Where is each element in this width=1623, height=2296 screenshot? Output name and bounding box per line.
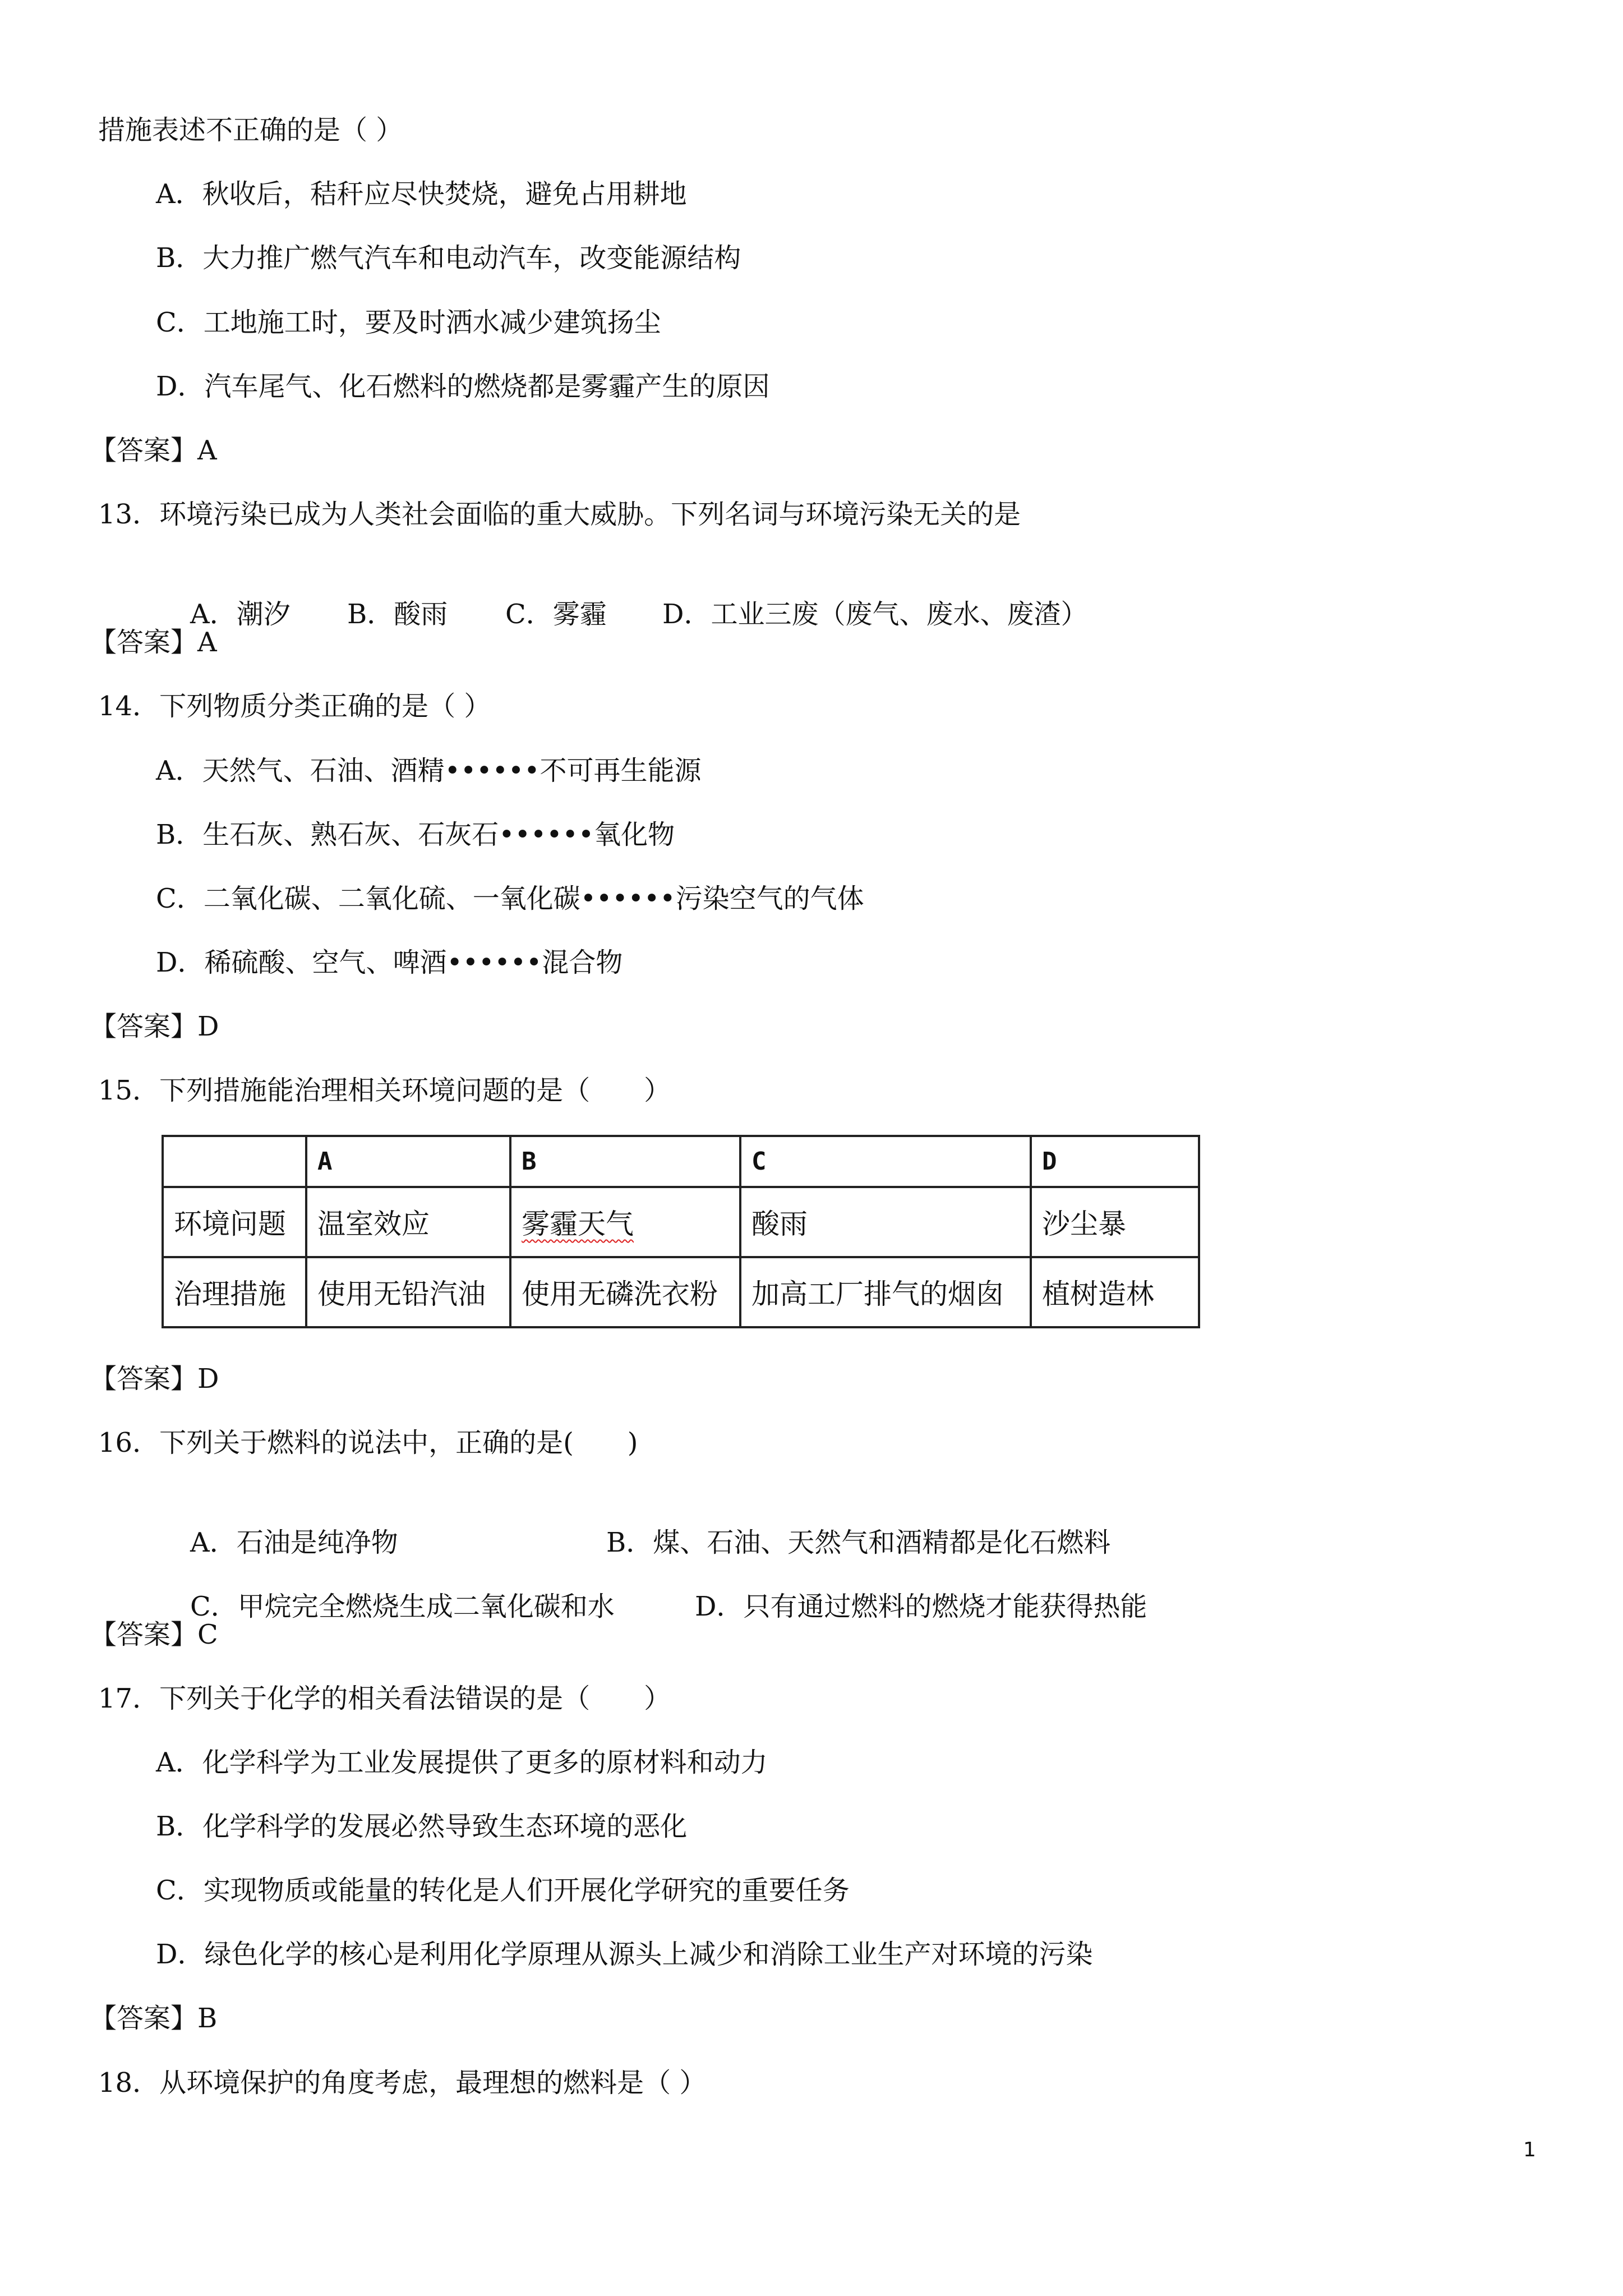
environment-table: [162, 1135, 1200, 1328]
q17-option-b: B．化学科学的发展必然导致生态环境的恶化: [156, 1811, 688, 1842]
q17-answer: 【答案】B: [90, 2003, 218, 2034]
table-cell: 沙尘暴: [1031, 1187, 1199, 1257]
q15-answer: 【答案】D: [90, 1363, 219, 1395]
table-cell: 使用无磷洗衣粉: [510, 1257, 740, 1327]
q17-option-a: A．化学科学为工业发展提供了更多的原材料和动力: [156, 1747, 768, 1778]
q13-answer: 【答案】A: [90, 627, 217, 658]
q12-answer: 【答案】A: [90, 435, 217, 466]
table-row: [163, 1187, 1199, 1257]
q16-option-d: D．只有通过燃料的燃烧才能获得热能: [695, 1591, 1147, 1622]
table-header-row: [163, 1136, 1199, 1187]
q13-option-a: A．潮汐: [190, 599, 291, 630]
table-cell: 环境问题: [163, 1187, 306, 1257]
q14-option-c: C．二氧化碳、二氧化硫、一氧化碳••••••污染空气的气体: [156, 883, 864, 914]
table-cell: C: [740, 1136, 1031, 1187]
table-cell: [510, 1187, 740, 1257]
q13-stem: 13．环境污染已成为人类社会面临的重大威胁。下列名词与环境污染无关的是: [98, 499, 1021, 530]
table-cell: A: [306, 1136, 510, 1187]
q13-option-c: C．雾霾: [505, 599, 607, 630]
table-cell: 酸雨: [740, 1187, 1031, 1257]
q15-stem: 15．下列措施能治理相关环境问题的是（ ）: [98, 1075, 671, 1106]
q14-stem: 14．下列物质分类正确的是（ ）: [98, 691, 491, 722]
table-cell: 植树造林: [1031, 1257, 1199, 1327]
table-cell: B: [510, 1136, 740, 1187]
q17-stem: 17．下列关于化学的相关看法错误的是（ ）: [98, 1683, 671, 1714]
table-cell: 加高工厂排气的烟囱: [740, 1257, 1031, 1327]
q16-option-b: B．煤、石油、天然气和酒精都是化石燃料: [606, 1527, 1111, 1558]
q16-options-row2: [156, 1553, 1147, 1660]
table-cell: [163, 1136, 306, 1187]
q12-option-c: C．工地施工时，要及时洒水减少建筑扬尘: [156, 307, 661, 338]
q17-option-c: C．实现物质或能量的转化是人们开展化学研究的重要任务: [156, 1875, 850, 1906]
q17-option-d: D．绿色化学的核心是利用化学原理从源头上减少和消除工业生产对环境的污染: [156, 1939, 1093, 1970]
q14-answer: 【答案】D: [90, 1011, 219, 1042]
table-row: [163, 1257, 1199, 1327]
table-cell: 温室效应: [306, 1187, 510, 1257]
q13-option-b: B．酸雨: [347, 599, 448, 630]
q16-option-c: C．甲烷完全燃烧生成二氧化碳和水: [190, 1591, 615, 1622]
q13-options: [156, 560, 1088, 668]
table-cell: 使用无铅汽油: [306, 1257, 510, 1327]
table-cell: 治理措施: [163, 1257, 306, 1327]
q14-option-a: A．天然气、石油、酒精••••••不可再生能源: [156, 755, 702, 786]
page-number: 1: [1523, 2138, 1536, 2161]
table-cell: D: [1031, 1136, 1199, 1187]
q12-option-b: B．大力推广燃气汽车和电动汽车，改变能源结构: [156, 242, 741, 274]
q12-option-a: A．秋收后，秸秆应尽快焚烧，避免占用耕地: [156, 178, 687, 210]
q12-stem-tail: 措施表述不正确的是（ ）: [98, 114, 403, 146]
q14-option-d: D．稀硫酸、空气、啤酒••••••混合物: [156, 947, 623, 978]
q13-option-d: D．工业三废（废气、废水、废渣）: [662, 599, 1088, 630]
q18-stem: 18．从环境保护的角度考虑，最理想的燃料是（ ）: [98, 2067, 707, 2099]
q16-answer: 【答案】C: [90, 1619, 218, 1650]
q14-option-b: B．生石灰、熟石灰、石灰石••••••氧化物: [156, 819, 675, 850]
table-cell-text: 雾霾天气: [522, 1208, 634, 1241]
q12-option-d: D．汽车尾气、化石燃料的燃烧都是雾霾产生的原因: [156, 371, 770, 402]
q16-stem: 16．下列关于燃料的说法中，正确的是( ): [98, 1427, 638, 1458]
q16-option-a: A．石油是纯净物: [190, 1527, 398, 1558]
